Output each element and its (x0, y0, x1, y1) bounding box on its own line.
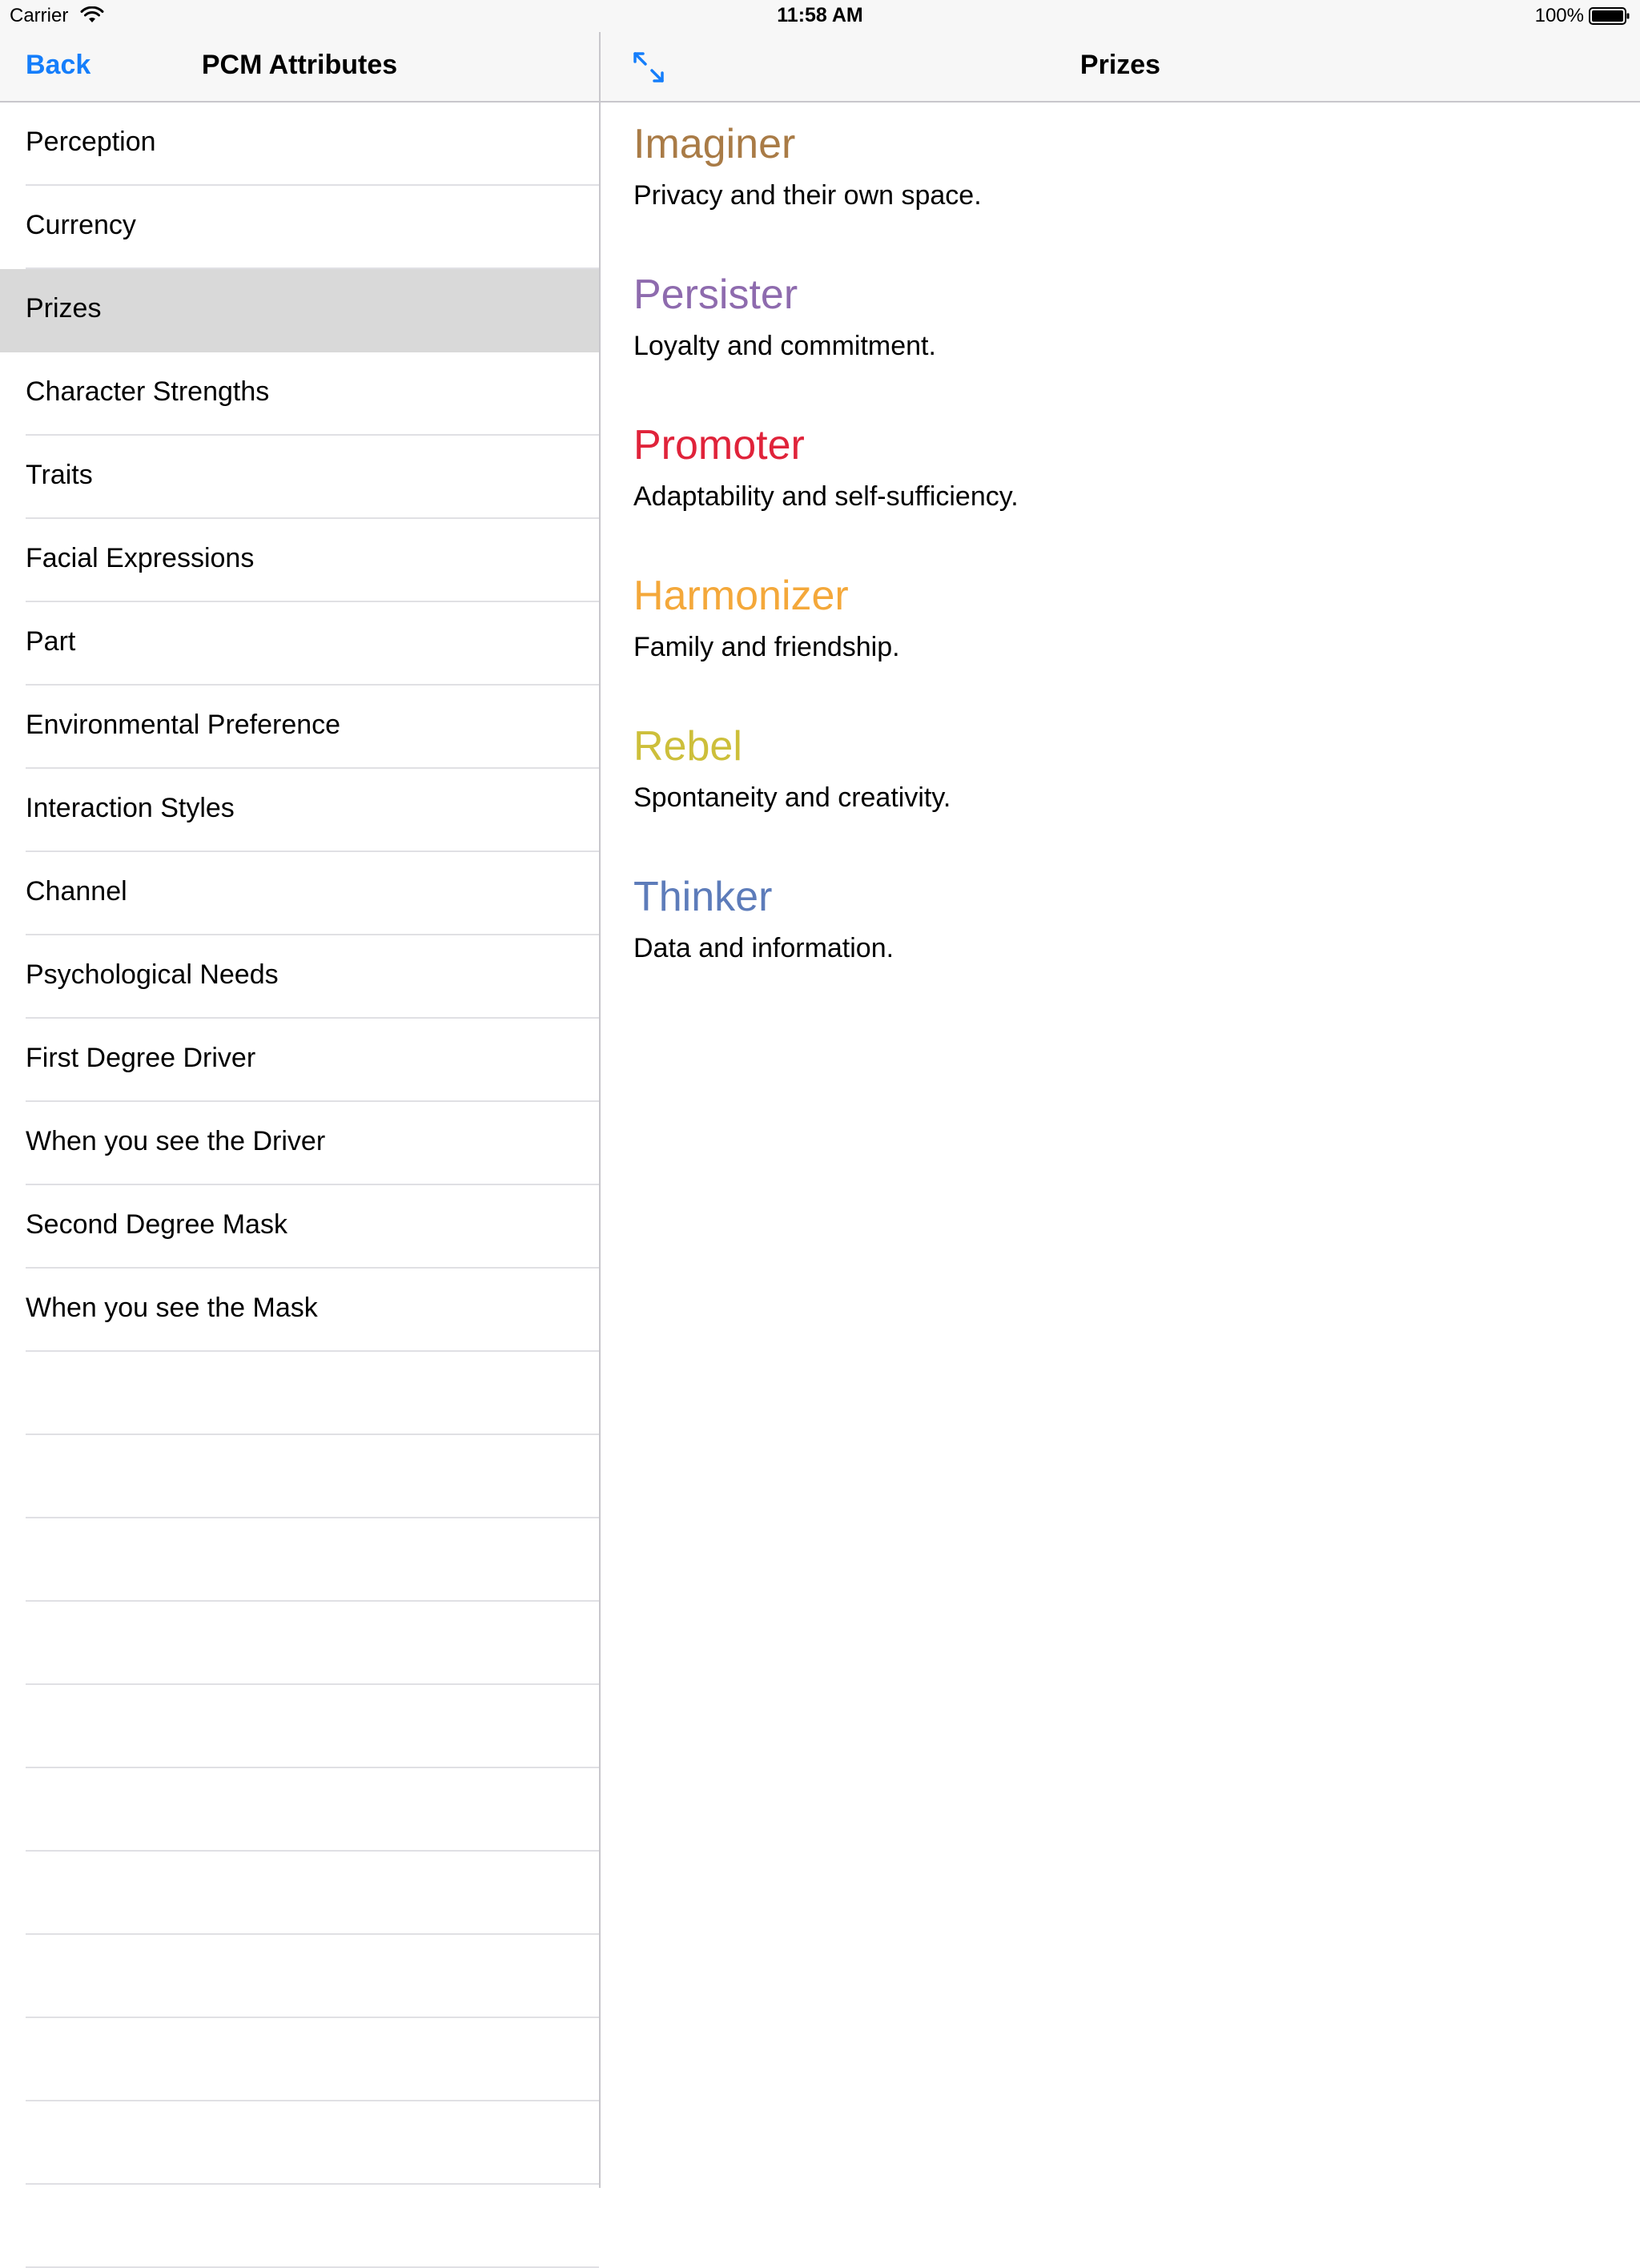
list-item-label: Environmental Preference (26, 710, 341, 740)
list-item-label: Part (26, 626, 76, 657)
prize-type-name: Thinker (633, 874, 773, 920)
empty-row (0, 1685, 599, 1768)
list-item[interactable] (0, 1019, 599, 1102)
empty-row (0, 2185, 599, 2268)
empty-row (0, 1518, 599, 1602)
list-item-label: First Degree Driver (26, 1043, 256, 1073)
detail-navigation-bar (601, 32, 1640, 103)
list-item-label: Channel (26, 876, 127, 907)
list-item-label: Prizes (26, 293, 102, 324)
prizes-content (633, 120, 1594, 1023)
list-item-label: Traits (26, 460, 93, 490)
prize-description: Privacy and their own space. (633, 180, 982, 211)
list-item[interactable] (0, 769, 599, 852)
prize-type-name: Imaginer (633, 121, 796, 167)
prize-type-name: Promoter (633, 422, 805, 468)
empty-row (0, 2101, 599, 2185)
empty-row (0, 1352, 599, 1435)
prize-entry (633, 271, 1594, 421)
list-item[interactable] (0, 352, 599, 436)
list-item-label: Second Degree Mask (26, 1209, 287, 1240)
master-title: PCM Attributes (201, 50, 398, 80)
list-item-label: Character Strengths (26, 376, 270, 407)
list-item[interactable] (0, 1102, 599, 1185)
list-item-label: When you see the Driver (26, 1126, 326, 1156)
carrier-label: Carrier (10, 5, 69, 26)
prize-description: Loyalty and commitment. (633, 331, 936, 361)
list-item[interactable] (0, 436, 599, 519)
list-item-label: Psychological Needs (26, 959, 279, 990)
empty-row (0, 2018, 599, 2101)
detail-pane (601, 0, 1640, 2188)
detail-title: Prizes (1079, 50, 1161, 80)
master-pane (0, 0, 601, 2188)
list-item-label: Facial Expressions (26, 543, 255, 573)
list-item[interactable] (0, 519, 599, 602)
list-item[interactable] (0, 1185, 599, 1269)
empty-row (0, 1435, 599, 1518)
list-item[interactable] (0, 103, 599, 186)
prize-description: Family and friendship. (633, 632, 900, 662)
list-item[interactable] (0, 602, 599, 686)
master-navigation-bar (0, 32, 599, 103)
prize-description: Adaptability and self-sufficiency. (633, 481, 1019, 512)
list-item-label: Interaction Styles (26, 793, 235, 823)
prize-entry (633, 722, 1594, 873)
status-bar (0, 0, 1640, 32)
battery-icon (1589, 7, 1630, 25)
list-item-label: Currency (26, 210, 136, 240)
attribute-list (0, 103, 599, 2268)
list-item[interactable] (0, 935, 599, 1019)
empty-row (0, 1852, 599, 1935)
battery-percentage: 100% (1534, 5, 1584, 26)
prize-entry (633, 120, 1594, 271)
empty-row (0, 1602, 599, 1685)
empty-row (0, 1768, 599, 1852)
list-item-label: When you see the Mask (26, 1293, 318, 1323)
list-item[interactable] (0, 186, 599, 269)
prize-type-name: Harmonizer (633, 573, 849, 619)
list-item[interactable] (0, 269, 599, 352)
prize-description: Spontaneity and creativity. (633, 782, 951, 813)
prize-type-name: Rebel (633, 723, 742, 770)
prize-entry (633, 572, 1594, 722)
prize-entry (633, 873, 1594, 1023)
list-item[interactable] (0, 1269, 599, 1352)
empty-row (0, 1935, 599, 2018)
back-button[interactable]: Back (26, 50, 91, 80)
list-item[interactable] (0, 852, 599, 935)
list-item[interactable] (0, 686, 599, 769)
list-item-label: Perception (26, 127, 156, 157)
status-time: 11:58 AM (777, 4, 863, 26)
prize-entry (633, 421, 1594, 572)
prize-description: Data and information. (633, 933, 894, 963)
prize-type-name: Persister (633, 271, 798, 318)
